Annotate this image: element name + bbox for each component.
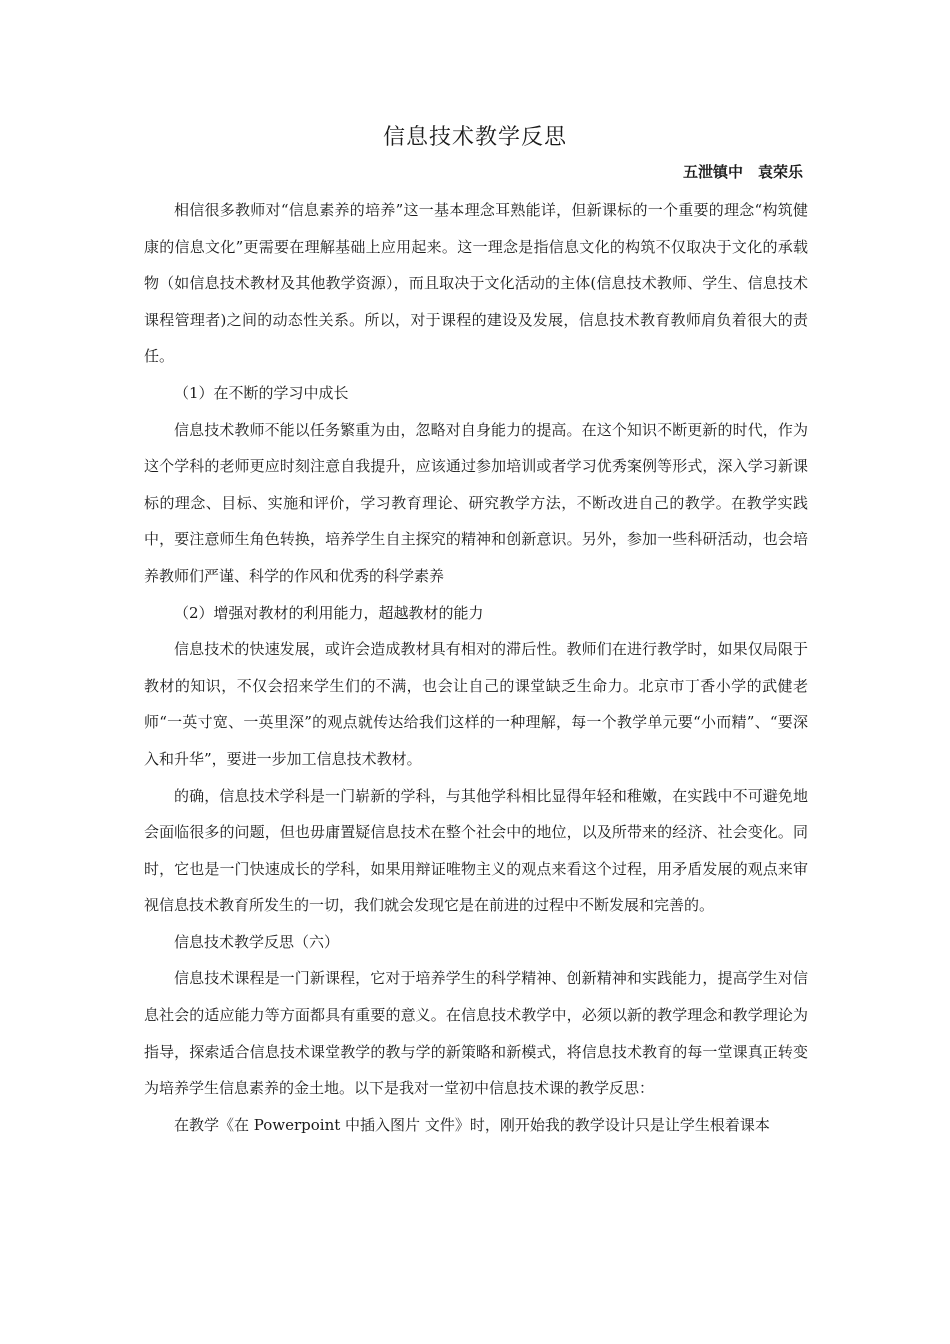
paragraph-textbook: 信息技术的快速发展，或许会造成教材具有相对的滞后性。教师们在进行教学时，如果仅局限于教材的知识，不仅会招来学生们的不满，也会让自己的课堂缺乏生命力。北京市丁香小学的武健老师“一英寸宽、一英里深”的观点就传达给我们这样的一种理解，每一个教学单元要“小而精”、“要深入和升华”，要进一步加工信息技术教材。 <box>144 640 808 768</box>
section-heading-1: （1）在不断的学习中成长 <box>174 383 349 402</box>
section-heading-6: 信息技术教学反思（六） <box>174 932 340 951</box>
paragraph-intro: 相信很多教师对“信息素养的培养”这一基本理念耳熟能详，但新课标的一个重要的理念“构筑健康的信息文化”更需要在理解基础上应用起来。这一理念是指信息文化的构筑不仅取决于文化的承载物（如信息技术教材及其他教学资源），而且取决于文化活动的主体(信息技术教师、学生、信息技术课程管理者)之间的动态性关系。所以，对于课程的建设及发展，信息技术教育教师肩负着很大的责任。 <box>144 201 808 366</box>
paragraph-course: 信息技术课程是一门新课程，它对于培养学生的科学精神、创新精神和实践能力，提高学生对信息社会的适应能力等方面都具有重要的意义。在信息技术教学中，必须以新的教学理念和教学理论为指导，探索适合信息技术课堂教学的教与学的新策略和新模式，将信息技术教育的每一堂课真正转变为培养学生信息素养的金土地。以下是我对一堂初中信息技术课的教学反思： <box>144 969 808 1098</box>
section-heading-2: （2）增强对教材的利用能力，超越教材的能力 <box>174 603 484 622</box>
paragraph-development: 的确，信息技术学科是一门崭新的学科，与其他学科相比显得年轻和稚嫩，在实践中不可避免地会面临很多的问题，但也毋庸置疑信息技术在整个社会中的地位，以及所带来的经济、社会变化。同时，它也是一门快速成长的学科，如果用辩证唯物主义的观点来看这个过程，用矛盾发展的观点来审视信息技术教育所发生的一切，我们就会发现它是在前进的过程中不断发展和完善的。 <box>144 786 808 915</box>
document-body <box>144 192 808 1143</box>
paragraph-learning: 信息技术教师不能以任务繁重为由，忽略对自身能力的提高。在这个知识不断更新的时代，作为这个学科的老师更应时刻注意自我提升，应该通过参加培训或者学习优秀案例等形式，深入学习新课标的理念、目标、实施和评价，学习教育理论、研究教学方法，不断改进自己的教学。在教学实践中，要注意师生角色转换，培养学生自主探究的精神和创新意识。另外，参加一些科研活动，也会培养教师们严谨、科学的作风和优秀的科学素养 <box>144 420 808 585</box>
paragraph-powerpoint: 在教学《在 Powerpoint 中插入图片 文件》时，刚开始我的教学设计只是让学生根着课本 <box>174 1115 770 1134</box>
author-line: 五泄镇中 袁荣乐 <box>682 163 803 181</box>
document-title: 信息技术教学反思 <box>382 125 567 150</box>
